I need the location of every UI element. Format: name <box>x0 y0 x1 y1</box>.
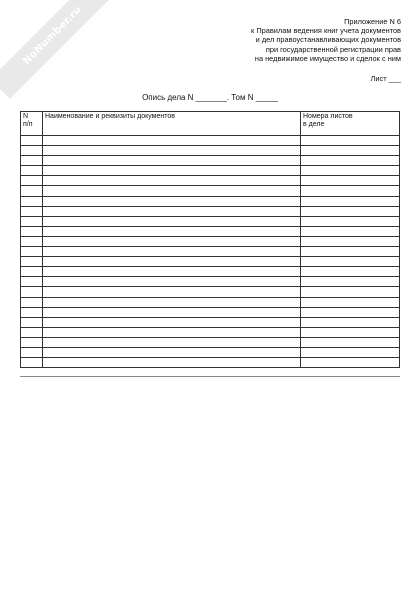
cell-name[interactable] <box>43 358 301 368</box>
cell-number[interactable] <box>21 156 43 166</box>
cell-name[interactable] <box>43 247 301 257</box>
table-header-row <box>21 112 400 136</box>
cell-number[interactable] <box>21 186 43 196</box>
cell-name[interactable] <box>43 166 301 176</box>
table-row <box>21 337 400 347</box>
cell-name[interactable] <box>43 277 301 287</box>
watermark-banner: NoNumber.ru <box>0 0 116 99</box>
table-row <box>21 297 400 307</box>
table-row <box>21 247 400 257</box>
appendix-header <box>151 17 401 63</box>
cell-number[interactable] <box>21 136 43 146</box>
cell-pages[interactable] <box>301 347 400 357</box>
cell-pages[interactable] <box>301 156 400 166</box>
cell-pages[interactable] <box>301 317 400 327</box>
table-row <box>21 347 400 357</box>
cell-number[interactable] <box>21 347 43 357</box>
cell-number[interactable] <box>21 226 43 236</box>
cell-name[interactable] <box>43 216 301 226</box>
table-body <box>21 136 400 368</box>
page-bottom-rule <box>20 376 400 377</box>
cell-pages[interactable] <box>301 216 400 226</box>
sheet-number-label: Лист ___ <box>370 74 401 83</box>
cell-pages[interactable] <box>301 206 400 216</box>
column-header-name-text: Наименование и реквизиты документов <box>45 113 175 120</box>
table-row <box>21 358 400 368</box>
cell-number[interactable] <box>21 358 43 368</box>
cell-name[interactable] <box>43 337 301 347</box>
cell-name[interactable] <box>43 176 301 186</box>
cell-pages[interactable] <box>301 267 400 277</box>
appendix-header-line: Приложение N 6 <box>344 17 401 26</box>
cell-name[interactable] <box>43 267 301 277</box>
cell-number[interactable] <box>21 317 43 327</box>
cell-name[interactable] <box>43 347 301 357</box>
cell-name[interactable] <box>43 146 301 156</box>
table-row <box>21 166 400 176</box>
table-row <box>21 206 400 216</box>
cell-name[interactable] <box>43 226 301 236</box>
cell-pages[interactable] <box>301 327 400 337</box>
cell-pages[interactable] <box>301 257 400 267</box>
cell-number[interactable] <box>21 277 43 287</box>
cell-pages[interactable] <box>301 146 400 156</box>
cell-name[interactable] <box>43 287 301 297</box>
inventory-title: Опись дела N _______. Том N _____ <box>142 93 278 102</box>
cell-number[interactable] <box>21 267 43 277</box>
column-header-name <box>43 112 301 136</box>
cell-pages[interactable] <box>301 136 400 146</box>
appendix-header-line: и дел правоустанавливающих документов <box>255 35 401 45</box>
table-row <box>21 196 400 206</box>
cell-pages[interactable] <box>301 236 400 246</box>
table-row <box>21 236 400 246</box>
cell-number[interactable] <box>21 206 43 216</box>
cell-name[interactable] <box>43 186 301 196</box>
cell-name[interactable] <box>43 136 301 146</box>
table-row <box>21 267 400 277</box>
cell-name[interactable] <box>43 206 301 216</box>
column-header-number <box>21 112 43 136</box>
column-header-number-text: N п/п <box>23 113 33 128</box>
cell-name[interactable] <box>43 317 301 327</box>
cell-number[interactable] <box>21 297 43 307</box>
cell-pages[interactable] <box>301 337 400 347</box>
cell-name[interactable] <box>43 297 301 307</box>
cell-number[interactable] <box>21 257 43 267</box>
cell-number[interactable] <box>21 287 43 297</box>
cell-name[interactable] <box>43 196 301 206</box>
appendix-header-line: при государственной регистрации прав <box>265 44 401 54</box>
cell-pages[interactable] <box>301 226 400 236</box>
table-row <box>21 136 400 146</box>
cell-pages[interactable] <box>301 287 400 297</box>
table-row <box>21 307 400 317</box>
cell-pages[interactable] <box>301 166 400 176</box>
cell-pages[interactable] <box>301 186 400 196</box>
table-row <box>21 186 400 196</box>
column-header-pages-text: Номера листов в деле <box>303 113 353 128</box>
table-row <box>21 156 400 166</box>
cell-name[interactable] <box>43 307 301 317</box>
cell-number[interactable] <box>21 327 43 337</box>
cell-number[interactable] <box>21 247 43 257</box>
cell-name[interactable] <box>43 257 301 267</box>
appendix-header-line: на недвижимое имущество и сделок с ним <box>254 53 401 63</box>
table-row <box>21 257 400 267</box>
table-row <box>21 287 400 297</box>
table-row <box>21 146 400 156</box>
appendix-header-line: к Правилам ведения книг учета документов <box>251 26 401 36</box>
table-row <box>21 317 400 327</box>
cell-name[interactable] <box>43 327 301 337</box>
cell-pages[interactable] <box>301 196 400 206</box>
cell-pages[interactable] <box>301 358 400 368</box>
cell-number[interactable] <box>21 196 43 206</box>
table-row <box>21 327 400 337</box>
cell-name[interactable] <box>43 156 301 166</box>
cell-number[interactable] <box>21 176 43 186</box>
cell-number[interactable] <box>21 236 43 246</box>
inventory-table <box>20 111 400 368</box>
table-row <box>21 277 400 287</box>
cell-number[interactable] <box>21 307 43 317</box>
column-header-pages <box>301 112 400 136</box>
table-row <box>21 216 400 226</box>
cell-pages[interactable] <box>301 307 400 317</box>
cell-pages[interactable] <box>301 247 400 257</box>
cell-pages[interactable] <box>301 277 400 287</box>
cell-name[interactable] <box>43 236 301 246</box>
cell-pages[interactable] <box>301 297 400 307</box>
cell-number[interactable] <box>21 146 43 156</box>
table-row <box>21 176 400 186</box>
table-row <box>21 226 400 236</box>
cell-number[interactable] <box>21 337 43 347</box>
cell-pages[interactable] <box>301 176 400 186</box>
cell-number[interactable] <box>21 216 43 226</box>
cell-number[interactable] <box>21 166 43 176</box>
